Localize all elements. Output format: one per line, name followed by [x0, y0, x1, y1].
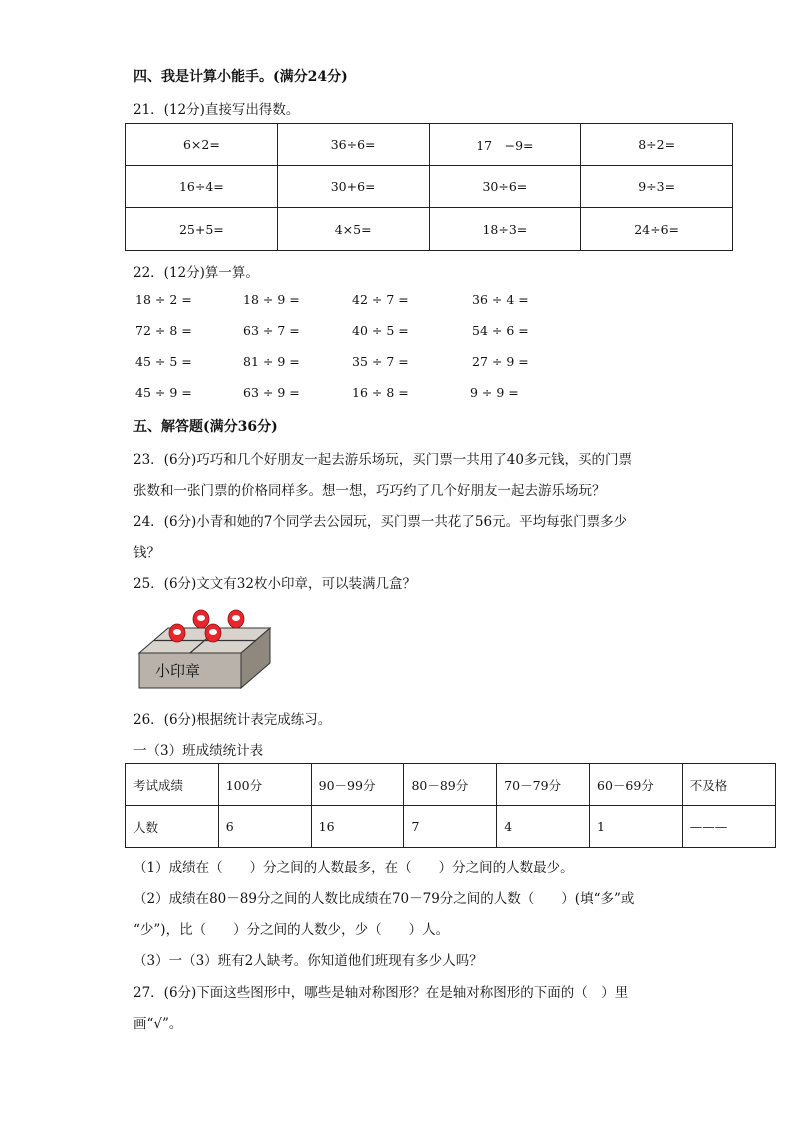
q22-item: 45 ÷ 5 = [135, 354, 192, 369]
stamp-icon [228, 610, 244, 628]
question-23-line1: 23．(6分)巧巧和几个好朋友一起去游乐场玩，买门票一共用了40多元钱，买的门票 [133, 452, 632, 468]
q21-cell: 24÷6= [581, 208, 733, 251]
q22-item: 54 ÷ 6 = [472, 323, 529, 338]
stats-table [125, 763, 776, 848]
q21-cell: 25+5= [126, 208, 278, 251]
question-27-line2: 画“√”。 [133, 1016, 183, 1032]
question-24-line1: 24．(6分)小青和她的7个同学去公园玩，买门票一共花了56元。平均每张门票多少 [133, 514, 628, 530]
q22-item: 36 ÷ 4 = [472, 292, 529, 307]
question-21-label: 21．(12分)直接写出得数。 [133, 102, 300, 118]
section-4-title: 四、我是计算小能手。(满分24分) [133, 69, 348, 85]
stats-count-cell: 1 [590, 806, 683, 848]
question-22-label: 22．(12分)算一算。 [133, 265, 259, 281]
q26-sub2-line2: “少”)，比（ ）分之间的人数少，少（ ）人。 [133, 922, 450, 938]
q22-item: 72 ÷ 8 = [135, 323, 192, 338]
question-21-table [125, 123, 733, 251]
q21-cell: 18÷3= [429, 208, 581, 251]
stats-header-cell: 不及格 [682, 764, 775, 806]
q22-item: 16 ÷ 8 = [352, 385, 409, 400]
q21-cell: 8÷2= [581, 124, 733, 166]
stamp-icon [169, 624, 185, 642]
stats-count-cell: 4 [497, 806, 590, 848]
question-27-line1: 27．(6分)下面这些图形中，哪些是轴对称图形？在是轴对称图形的下面的（ ）里 [133, 985, 629, 1001]
q21-cell: 17 −9= [429, 124, 581, 166]
stats-count-cell: ——— [682, 806, 775, 848]
stats-header-cell: 80－89分 [404, 764, 497, 806]
q22-item: 18 ÷ 2 = [135, 292, 192, 307]
stats-header-cell: 60－69分 [590, 764, 683, 806]
q22-item: 63 ÷ 9 = [243, 385, 300, 400]
stats-count-cell: 6 [218, 806, 311, 848]
q21-cell: 30+6= [277, 166, 429, 208]
q22-item: 27 ÷ 9 = [472, 354, 529, 369]
q22-item: 35 ÷ 7 = [352, 354, 409, 369]
q22-item: 18 ÷ 9 = [243, 292, 300, 307]
q22-item: 9 ÷ 9 = [470, 385, 519, 400]
question-24-line2: 钱？ [133, 545, 160, 561]
q22-item: 42 ÷ 7 = [352, 292, 409, 307]
stamp-icon [205, 624, 221, 642]
stats-header-cell: 考试成绩 [126, 764, 219, 806]
q21-cell: 30÷6= [429, 166, 581, 208]
question-23-line2: 张数和一张门票的价格同样多。想一想，巧巧约了几个好朋友一起去游乐场玩？ [133, 483, 606, 499]
q26-sub3: （3）一（3）班有2人缺考。你知道他们班现有多少人吗？ [133, 953, 483, 969]
q21-cell: 6×2= [126, 124, 278, 166]
stamp-box-label: 小印章 [155, 662, 201, 680]
q22-item: 45 ÷ 9 = [135, 385, 192, 400]
stats-count-cell: 人数 [126, 806, 219, 848]
q22-item: 81 ÷ 9 = [243, 354, 300, 369]
stamp-icon [193, 610, 209, 628]
q22-item: 63 ÷ 7 = [243, 323, 300, 338]
question-25-label: 25．(6分)文文有32枚小印章，可以装满几盒？ [133, 576, 416, 592]
question-26-label: 26．(6分)根据统计表完成练习。 [133, 712, 332, 728]
stats-header-cell: 90－99分 [311, 764, 404, 806]
stats-header-cell: 70－79分 [497, 764, 590, 806]
q21-cell: 4×5= [277, 208, 429, 251]
q26-sub2-line1: （2）成绩在80－89分之间的人数比成绩在70－79分之间的人数（ ）(填“多”或 [133, 891, 635, 907]
q26-sub1: （1）成绩在（ ）分之间的人数最多，在（ ）分之间的人数最少。 [133, 860, 574, 876]
q21-cell: 16÷4= [126, 166, 278, 208]
stamp-box-illustration [137, 606, 271, 690]
stats-count-cell: 16 [311, 806, 404, 848]
stats-header-cell: 100分 [218, 764, 311, 806]
stats-table-title: 一（3）班成绩统计表 [133, 743, 264, 759]
q21-cell: 36÷6= [277, 124, 429, 166]
section-5-title: 五、解答题(满分36分) [133, 419, 278, 435]
stats-count-cell: 7 [404, 806, 497, 848]
q21-cell: 9÷3= [581, 166, 733, 208]
q22-item: 40 ÷ 5 = [352, 323, 409, 338]
